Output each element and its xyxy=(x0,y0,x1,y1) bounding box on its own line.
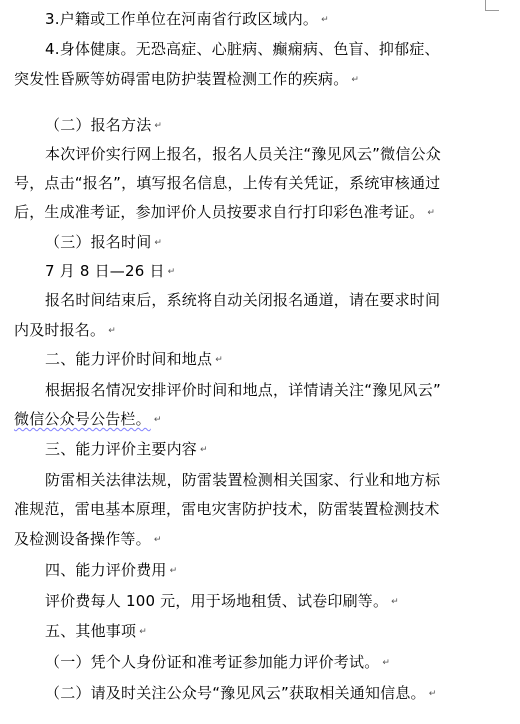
doc-line xyxy=(14,168,504,198)
doc-line xyxy=(14,256,520,286)
section-heading xyxy=(14,227,520,257)
line-text: 准规范，雷电基本原理，雷电灾害防护技术，防雷装置检测技术 xyxy=(14,500,440,518)
line-text: 报名时间结束后，系统将自动关闭报名通道，请在要求时间 xyxy=(45,291,441,309)
doc-line xyxy=(14,64,504,94)
doc-line xyxy=(14,586,520,616)
line-text: 内及时报名。 xyxy=(14,321,106,339)
section-heading xyxy=(14,434,520,464)
paragraph-mark-icon: ↵ xyxy=(154,120,163,131)
doc-line xyxy=(14,197,504,227)
line-text: 二、能力评价时间和地点 xyxy=(45,350,213,368)
doc-line xyxy=(14,4,520,34)
line-text: （二）报名方法 xyxy=(45,116,152,134)
line-text: 四、能力评价费用 xyxy=(45,561,167,579)
section-heading xyxy=(14,616,520,646)
section-heading xyxy=(14,555,520,585)
paragraph-mark-icon: ↵ xyxy=(382,657,391,668)
line-text: 防雷相关法律法规，防雷装置检测相关国家、行业和地方标 xyxy=(45,471,441,489)
line-text: 4.身体健康。无恐高症、心脏病、癫痫病、色盲、抑郁症、 xyxy=(45,40,440,58)
paragraph-mark-icon: ↵ xyxy=(108,325,116,336)
line-text: 评价费每人 100 元，用于场地租赁、试卷印刷等。 xyxy=(45,592,389,610)
doc-line xyxy=(14,678,520,708)
paragraph-mark-icon: ↵ xyxy=(428,688,437,699)
doc-line xyxy=(14,285,520,315)
line-text: （二）请及时关注公众号“豫见风云”获取相关通知信息。 xyxy=(45,684,426,702)
paragraph-mark-icon: ↵ xyxy=(154,237,163,248)
line-text: 三、能力评价主要内容 xyxy=(45,440,198,458)
doc-line xyxy=(14,524,504,554)
doc-line xyxy=(14,647,520,677)
doc-line xyxy=(14,315,504,345)
paragraph-mark-icon: ↵ xyxy=(169,565,178,576)
doc-line xyxy=(14,139,520,169)
line-text: 突发性昏厥等妨碍雷电防护装置检测工作的疾病。 xyxy=(14,70,349,88)
line-text: 微信公众号公告栏。 xyxy=(14,410,151,428)
paragraph-mark-icon: ↵ xyxy=(153,534,162,545)
section-heading xyxy=(14,110,520,140)
paragraph-mark-icon: ↵ xyxy=(153,414,162,425)
line-text: 本次评价实行网上报名，报名人员关注“豫见风云”微信公众 xyxy=(45,145,441,163)
line-text: 7 月 8 日—26 日 xyxy=(45,262,165,280)
doc-line xyxy=(14,494,504,524)
doc-line xyxy=(14,375,520,405)
paragraph-mark-icon: ↵ xyxy=(427,207,436,218)
line-text: 根据报名情况安排评价时间和地点，详情请关注“豫见风云” xyxy=(45,381,441,399)
doc-line xyxy=(14,34,520,64)
paragraph-mark-icon: ↵ xyxy=(200,444,208,455)
line-text: （一）凭个人身份证和准考证参加能力评价考试。 xyxy=(45,653,380,671)
paragraph-mark-icon: ↵ xyxy=(391,596,399,607)
paragraph-mark-icon: ↵ xyxy=(321,14,329,25)
paragraph-mark-icon: ↵ xyxy=(215,354,223,365)
line-text: 3.户籍或工作单位在河南省行政区域内。 xyxy=(45,10,319,28)
section-heading xyxy=(14,344,520,374)
paragraph-mark-icon: ↵ xyxy=(139,626,147,637)
paragraph-mark-icon: ↵ xyxy=(167,266,176,277)
line-text: （三）报名时间 xyxy=(45,233,152,251)
line-text: 五、其他事项 xyxy=(45,622,137,640)
doc-line xyxy=(14,404,504,434)
line-text: 后，生成准考证，参加评价人员按要求自行打印彩色准考证。 xyxy=(14,203,425,221)
doc-line xyxy=(14,465,520,495)
line-text: 号，点击“报名”，填写报名信息，上传有关凭证，系统审核通过 xyxy=(14,174,441,192)
line-text: 及检测设备操作等。 xyxy=(14,530,151,548)
paragraph-mark-icon: ↵ xyxy=(351,74,360,85)
